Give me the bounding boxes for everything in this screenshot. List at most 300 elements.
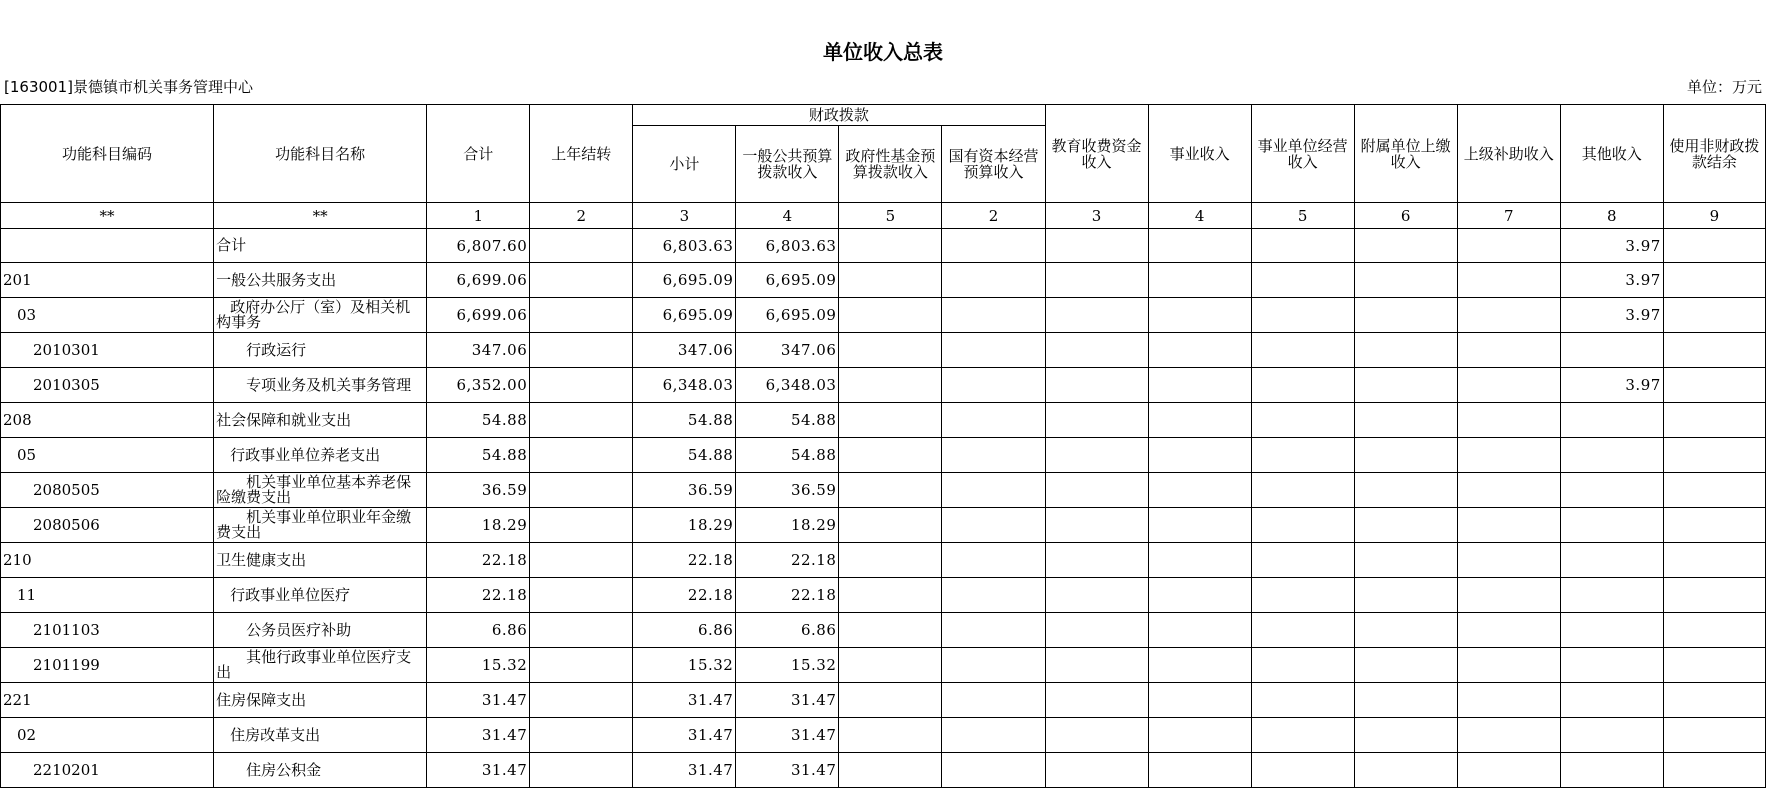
cell-superior <box>1457 718 1560 753</box>
table-row <box>1 368 1766 403</box>
cell-state-capital <box>942 438 1045 473</box>
cell-code: 208 <box>1 403 214 438</box>
cell-edu-fee <box>1045 753 1148 788</box>
index-row <box>1 203 1766 229</box>
cell-edu-fee <box>1045 648 1148 683</box>
cell-nonfiscal <box>1663 613 1765 648</box>
cell-operation <box>1251 473 1354 508</box>
cell-name-text: 住房保障支出 <box>216 690 307 709</box>
cell-edu-fee <box>1045 368 1148 403</box>
cell-subsidiary <box>1354 263 1457 298</box>
cell-superior <box>1457 753 1560 788</box>
page-title: 单位收入总表 <box>823 40 943 64</box>
cell-subsidiary <box>1354 683 1457 718</box>
cell-name <box>214 473 427 508</box>
cell-superior <box>1457 333 1560 368</box>
cell-other <box>1560 438 1663 473</box>
cell-subsidiary <box>1354 613 1457 648</box>
table-row <box>1 718 1766 753</box>
cell-nonfiscal <box>1663 263 1765 298</box>
header-state-capital: 国有资本经营预算收入 <box>942 126 1045 203</box>
cell-carryover <box>530 718 633 753</box>
cell-code: 2101103 <box>1 613 214 648</box>
cell-superior <box>1457 683 1560 718</box>
cell-subtotal: 54.88 <box>633 403 736 438</box>
cell-business <box>1148 229 1251 263</box>
cell-subsidiary <box>1354 543 1457 578</box>
cell-code: 2210201 <box>1 753 214 788</box>
index-cell: 5 <box>1251 203 1354 229</box>
cell-total: 31.47 <box>427 718 530 753</box>
index-cell: 9 <box>1663 203 1765 229</box>
cell-nonfiscal <box>1663 543 1765 578</box>
cell-operation <box>1251 613 1354 648</box>
cell-code: 2010301 <box>1 333 214 368</box>
table-row <box>1 648 1766 683</box>
index-cell: 2 <box>530 203 633 229</box>
cell-other <box>1560 578 1663 613</box>
cell-subsidiary <box>1354 403 1457 438</box>
header-general: 一般公共预算拨款收入 <box>736 126 839 203</box>
cell-business <box>1148 753 1251 788</box>
cell-name-text: 卫生健康支出 <box>216 550 307 569</box>
cell-other <box>1560 753 1663 788</box>
cell-business <box>1148 263 1251 298</box>
cell-nonfiscal <box>1663 298 1765 333</box>
header-operation: 事业单位经营收入 <box>1251 105 1354 203</box>
cell-general: 347.06 <box>736 333 839 368</box>
cell-subtotal: 22.18 <box>633 543 736 578</box>
cell-business <box>1148 648 1251 683</box>
cell-state-capital <box>942 648 1045 683</box>
cell-name <box>214 229 427 263</box>
table-row <box>1 753 1766 788</box>
cell-name-text: 合计 <box>216 236 247 254</box>
cell-other <box>1560 508 1663 543</box>
cell-total: 347.06 <box>427 333 530 368</box>
cell-general: 54.88 <box>736 403 839 438</box>
cell-name-text: 行政运行 <box>246 340 307 359</box>
cell-gov-fund <box>839 578 942 613</box>
cell-name-text: 住房公积金 <box>246 760 322 779</box>
cell-code: 2010305 <box>1 368 214 403</box>
cell-code: 221 <box>1 683 214 718</box>
index-cell: 4 <box>1148 203 1251 229</box>
cell-operation <box>1251 543 1354 578</box>
cell-gov-fund <box>839 403 942 438</box>
cell-subtotal: 54.88 <box>633 438 736 473</box>
cell-carryover <box>530 578 633 613</box>
cell-state-capital <box>942 298 1045 333</box>
cell-nonfiscal <box>1663 473 1765 508</box>
cell-edu-fee <box>1045 543 1148 578</box>
cell-nonfiscal <box>1663 683 1765 718</box>
cell-business <box>1148 403 1251 438</box>
header-business: 事业收入 <box>1148 105 1251 203</box>
cell-state-capital <box>942 718 1045 753</box>
cell-operation <box>1251 368 1354 403</box>
cell-carryover <box>530 648 633 683</box>
cell-name <box>214 438 427 473</box>
header-carryover: 上年结转 <box>530 105 633 203</box>
cell-state-capital <box>942 683 1045 718</box>
cell-carryover <box>530 263 633 298</box>
cell-business <box>1148 298 1251 333</box>
cell-other: 3.97 <box>1560 263 1663 298</box>
cell-subtotal: 31.47 <box>633 718 736 753</box>
cell-general: 36.59 <box>736 473 839 508</box>
cell-gov-fund <box>839 298 942 333</box>
cell-general: 22.18 <box>736 543 839 578</box>
index-cell: 4 <box>736 203 839 229</box>
cell-business <box>1148 683 1251 718</box>
cell-superior <box>1457 403 1560 438</box>
index-cell: 2 <box>942 203 1045 229</box>
header-edu-fee: 教育收费资金收入 <box>1045 105 1148 203</box>
cell-carryover <box>530 613 633 648</box>
cell-other <box>1560 613 1663 648</box>
cell-superior <box>1457 298 1560 333</box>
cell-superior <box>1457 229 1560 263</box>
cell-carryover <box>530 368 633 403</box>
cell-superior <box>1457 578 1560 613</box>
cell-gov-fund <box>839 368 942 403</box>
cell-other: 3.97 <box>1560 229 1663 263</box>
cell-code: 210 <box>1 543 214 578</box>
cell-general: 31.47 <box>736 683 839 718</box>
cell-name <box>214 333 427 368</box>
cell-subsidiary <box>1354 718 1457 753</box>
cell-code: 2080506 <box>1 508 214 543</box>
cell-general: 15.32 <box>736 648 839 683</box>
cell-code: 05 <box>1 438 214 473</box>
cell-code: 201 <box>1 263 214 298</box>
cell-subtotal: 347.06 <box>633 333 736 368</box>
cell-carryover <box>530 508 633 543</box>
cell-total: 6.86 <box>427 613 530 648</box>
cell-gov-fund <box>839 508 942 543</box>
cell-edu-fee <box>1045 438 1148 473</box>
cell-name-text: 公务员医疗补助 <box>246 620 352 639</box>
cell-operation <box>1251 718 1354 753</box>
cell-carryover <box>530 229 633 263</box>
cell-name <box>214 368 427 403</box>
cell-carryover <box>530 543 633 578</box>
header-nonfiscal: 使用非财政拨款结余 <box>1663 105 1765 203</box>
header-name: 功能科目名称 <box>214 105 427 203</box>
cell-general: 6,695.09 <box>736 263 839 298</box>
organization-label: [163001]景德镇市机关事务管理中心 <box>4 78 253 96</box>
cell-carryover <box>530 683 633 718</box>
header-other: 其他收入 <box>1560 105 1663 203</box>
cell-name <box>214 718 427 753</box>
cell-nonfiscal <box>1663 508 1765 543</box>
table-row <box>1 578 1766 613</box>
table-row <box>1 613 1766 648</box>
cell-state-capital <box>942 753 1045 788</box>
unit-label: 单位：万元 <box>1686 78 1762 96</box>
cell-gov-fund <box>839 543 942 578</box>
cell-business <box>1148 333 1251 368</box>
cell-operation <box>1251 298 1354 333</box>
cell-code: 03 <box>1 298 214 333</box>
cell-gov-fund <box>839 648 942 683</box>
cell-state-capital <box>942 403 1045 438</box>
cell-name <box>214 648 427 683</box>
cell-general: 31.47 <box>736 718 839 753</box>
index-cell: 3 <box>633 203 736 229</box>
cell-general: 6,803.63 <box>736 229 839 263</box>
cell-gov-fund <box>839 753 942 788</box>
cell-superior <box>1457 543 1560 578</box>
cell-total: 6,699.06 <box>427 263 530 298</box>
cell-operation <box>1251 333 1354 368</box>
cell-other: 3.97 <box>1560 298 1663 333</box>
cell-superior <box>1457 648 1560 683</box>
cell-total: 6,807.60 <box>427 229 530 263</box>
index-cell: ** <box>1 203 214 229</box>
cell-total: 18.29 <box>427 508 530 543</box>
cell-name <box>214 298 427 333</box>
cell-name <box>214 543 427 578</box>
cell-edu-fee <box>1045 473 1148 508</box>
cell-nonfiscal <box>1663 403 1765 438</box>
cell-name <box>214 403 427 438</box>
cell-nonfiscal <box>1663 753 1765 788</box>
index-cell: 6 <box>1354 203 1457 229</box>
cell-total: 22.18 <box>427 543 530 578</box>
cell-carryover <box>530 473 633 508</box>
cell-general: 18.29 <box>736 508 839 543</box>
cell-carryover <box>530 438 633 473</box>
cell-other: 3.97 <box>1560 368 1663 403</box>
cell-operation <box>1251 403 1354 438</box>
cell-subtotal: 6,695.09 <box>633 263 736 298</box>
table-row <box>1 263 1766 298</box>
cell-name-text: 政府办公厅（室）及相关机构事务 <box>216 298 411 331</box>
cell-nonfiscal <box>1663 368 1765 403</box>
cell-operation <box>1251 648 1354 683</box>
cell-operation <box>1251 263 1354 298</box>
cell-operation <box>1251 683 1354 718</box>
cell-code: 02 <box>1 718 214 753</box>
cell-superior <box>1457 368 1560 403</box>
cell-gov-fund <box>839 683 942 718</box>
cell-subtotal: 31.47 <box>633 753 736 788</box>
cell-other <box>1560 718 1663 753</box>
cell-name-text: 其他行政事业单位医疗支出 <box>216 648 412 681</box>
cell-nonfiscal <box>1663 578 1765 613</box>
cell-subsidiary <box>1354 229 1457 263</box>
cell-edu-fee <box>1045 683 1148 718</box>
income-summary-table <box>0 104 1766 788</box>
cell-operation <box>1251 578 1354 613</box>
cell-subtotal: 22.18 <box>633 578 736 613</box>
cell-code: 2101199 <box>1 648 214 683</box>
index-cell: 7 <box>1457 203 1560 229</box>
cell-code: 11 <box>1 578 214 613</box>
cell-state-capital <box>942 263 1045 298</box>
cell-code: 2080505 <box>1 473 214 508</box>
cell-edu-fee <box>1045 578 1148 613</box>
cell-state-capital <box>942 543 1045 578</box>
cell-state-capital <box>942 508 1045 543</box>
cell-name <box>214 753 427 788</box>
cell-business <box>1148 543 1251 578</box>
cell-subsidiary <box>1354 473 1457 508</box>
cell-gov-fund <box>839 718 942 753</box>
cell-subtotal: 31.47 <box>633 683 736 718</box>
cell-business <box>1148 438 1251 473</box>
cell-name-text: 机关事业单位基本养老保险缴费支出 <box>216 473 412 506</box>
cell-nonfiscal <box>1663 229 1765 263</box>
cell-operation <box>1251 438 1354 473</box>
cell-name <box>214 683 427 718</box>
cell-subsidiary <box>1354 648 1457 683</box>
cell-general: 31.47 <box>736 753 839 788</box>
cell-edu-fee <box>1045 613 1148 648</box>
cell-state-capital <box>942 333 1045 368</box>
cell-name-text: 一般公共服务支出 <box>216 270 337 289</box>
cell-nonfiscal <box>1663 438 1765 473</box>
cell-state-capital <box>942 368 1045 403</box>
cell-edu-fee <box>1045 508 1148 543</box>
cell-name-text: 住房改革支出 <box>230 725 321 744</box>
cell-other <box>1560 543 1663 578</box>
cell-state-capital <box>942 229 1045 263</box>
cell-operation <box>1251 753 1354 788</box>
cell-subsidiary <box>1354 508 1457 543</box>
cell-gov-fund <box>839 333 942 368</box>
index-cell: ** <box>214 203 427 229</box>
cell-general: 6,695.09 <box>736 298 839 333</box>
cell-name-text: 社会保障和就业支出 <box>216 410 352 429</box>
cell-business <box>1148 718 1251 753</box>
cell-nonfiscal <box>1663 333 1765 368</box>
cell-business <box>1148 578 1251 613</box>
cell-edu-fee <box>1045 263 1148 298</box>
cell-general: 54.88 <box>736 438 839 473</box>
cell-nonfiscal <box>1663 648 1765 683</box>
cell-name <box>214 578 427 613</box>
cell-subtotal: 6.86 <box>633 613 736 648</box>
index-cell: 1 <box>427 203 530 229</box>
index-cell: 5 <box>839 203 942 229</box>
cell-carryover <box>530 403 633 438</box>
cell-subtotal: 18.29 <box>633 508 736 543</box>
cell-general: 6.86 <box>736 613 839 648</box>
cell-carryover <box>530 753 633 788</box>
cell-subsidiary <box>1354 578 1457 613</box>
cell-name-text: 行政事业单位养老支出 <box>230 445 381 464</box>
cell-business <box>1148 368 1251 403</box>
cell-other <box>1560 403 1663 438</box>
cell-total: 54.88 <box>427 438 530 473</box>
cell-total: 31.47 <box>427 753 530 788</box>
cell-subsidiary <box>1354 438 1457 473</box>
cell-operation <box>1251 508 1354 543</box>
cell-total: 6,352.00 <box>427 368 530 403</box>
table-row <box>1 473 1766 508</box>
cell-subsidiary <box>1354 298 1457 333</box>
cell-general: 22.18 <box>736 578 839 613</box>
table-row <box>1 333 1766 368</box>
table-row <box>1 683 1766 718</box>
cell-superior <box>1457 613 1560 648</box>
table-row <box>1 298 1766 333</box>
table-row <box>1 403 1766 438</box>
cell-subsidiary <box>1354 333 1457 368</box>
header-gov-fund: 政府性基金预算拨款收入 <box>839 126 942 203</box>
cell-business <box>1148 613 1251 648</box>
cell-superior <box>1457 438 1560 473</box>
cell-total: 31.47 <box>427 683 530 718</box>
cell-state-capital <box>942 473 1045 508</box>
cell-business <box>1148 473 1251 508</box>
cell-business <box>1148 508 1251 543</box>
table-row <box>1 508 1766 543</box>
cell-subtotal: 36.59 <box>633 473 736 508</box>
cell-operation <box>1251 229 1354 263</box>
table-row <box>1 543 1766 578</box>
cell-state-capital <box>942 578 1045 613</box>
cell-carryover <box>530 298 633 333</box>
cell-gov-fund <box>839 473 942 508</box>
cell-nonfiscal <box>1663 718 1765 753</box>
header-superior: 上级补助收入 <box>1457 105 1560 203</box>
cell-name-text: 机关事业单位职业年金缴费支出 <box>216 508 412 541</box>
cell-gov-fund <box>839 438 942 473</box>
cell-total: 6,699.06 <box>427 298 530 333</box>
cell-gov-fund <box>839 229 942 263</box>
cell-subtotal: 6,348.03 <box>633 368 736 403</box>
index-cell: 3 <box>1045 203 1148 229</box>
cell-name-text: 专项业务及机关事务管理 <box>246 375 412 394</box>
cell-state-capital <box>942 613 1045 648</box>
cell-other <box>1560 333 1663 368</box>
cell-total: 36.59 <box>427 473 530 508</box>
cell-name-text: 行政事业单位医疗 <box>230 585 351 604</box>
cell-edu-fee <box>1045 229 1148 263</box>
header-code: 功能科目编码 <box>1 105 214 203</box>
cell-name <box>214 508 427 543</box>
header-fiscal: 财政拨款 <box>633 105 1045 126</box>
cell-edu-fee <box>1045 403 1148 438</box>
cell-code <box>1 229 214 263</box>
cell-other <box>1560 473 1663 508</box>
header-subsidiary: 附属单位上缴收入 <box>1354 105 1457 203</box>
cell-superior <box>1457 508 1560 543</box>
cell-subtotal: 15.32 <box>633 648 736 683</box>
cell-general: 6,348.03 <box>736 368 839 403</box>
cell-subtotal: 6,803.63 <box>633 229 736 263</box>
cell-edu-fee <box>1045 298 1148 333</box>
cell-name <box>214 263 427 298</box>
cell-total: 22.18 <box>427 578 530 613</box>
index-cell: 8 <box>1560 203 1663 229</box>
cell-edu-fee <box>1045 718 1148 753</box>
cell-subtotal: 6,695.09 <box>633 298 736 333</box>
cell-subsidiary <box>1354 368 1457 403</box>
cell-edu-fee <box>1045 333 1148 368</box>
table-row <box>1 229 1766 263</box>
cell-gov-fund <box>839 263 942 298</box>
cell-total: 54.88 <box>427 403 530 438</box>
cell-total: 15.32 <box>427 648 530 683</box>
header-total: 合计 <box>427 105 530 203</box>
cell-other <box>1560 683 1663 718</box>
header-subtotal: 小计 <box>633 126 736 203</box>
